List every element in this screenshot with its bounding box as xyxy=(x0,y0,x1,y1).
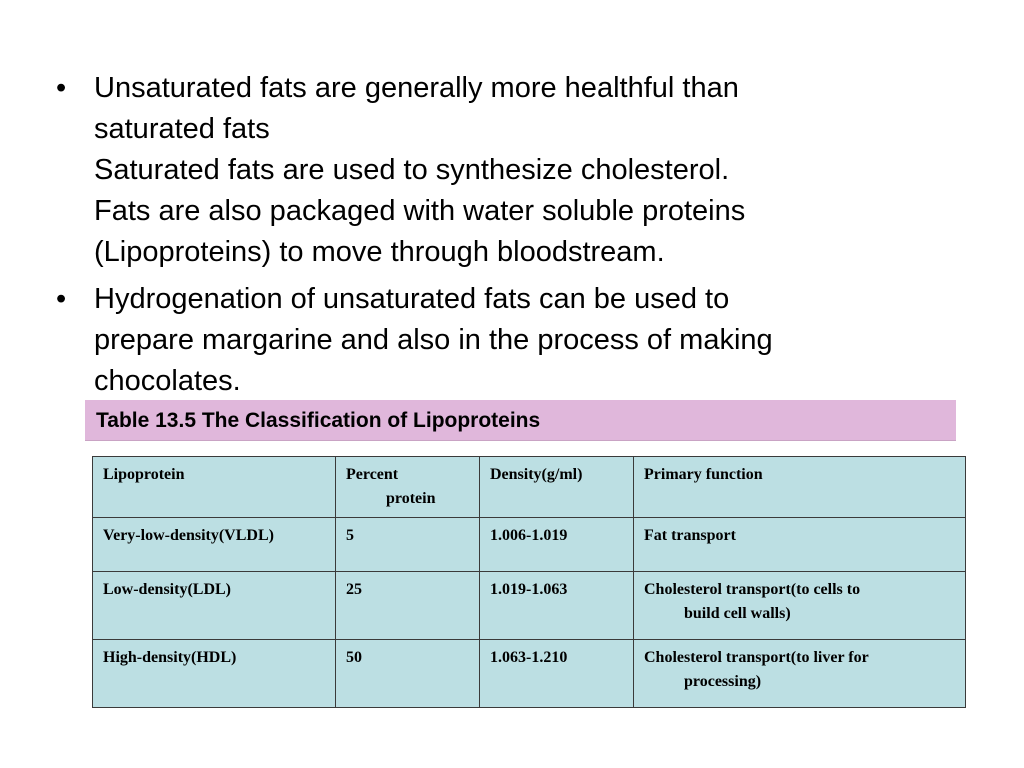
cell-percent: 25 xyxy=(336,572,480,640)
cell-function: Fat transport xyxy=(634,518,966,572)
lipoprotein-table xyxy=(92,456,966,708)
table-header-row xyxy=(93,457,966,518)
cell-function xyxy=(634,572,966,640)
table-row xyxy=(93,640,966,708)
cell-function-line1: Cholesterol transport(to cells to xyxy=(644,581,861,598)
bullet-line: prepare margarine and also in the process of making xyxy=(94,324,773,356)
table-row xyxy=(93,572,966,640)
cell-function-line1: Cholesterol transport(to liver for xyxy=(644,649,869,666)
table-caption: Table 13.5 The Classification of Lipoproteins xyxy=(85,400,956,441)
header-primary-function: Primary function xyxy=(634,457,966,518)
bullet-glyph: • xyxy=(56,72,67,104)
bullet-line: chocolates. xyxy=(94,365,241,397)
cell-density: 1.063-1.210 xyxy=(480,640,634,708)
bullet-item xyxy=(56,68,956,273)
bullet-line: Unsaturated fats are generally more healthful than xyxy=(94,72,739,104)
bullet-list xyxy=(56,68,956,408)
bullet-item xyxy=(56,279,956,402)
bullet-line: Hydrogenation of unsaturated fats can be used to xyxy=(94,283,730,315)
bullet-line: Saturated fats are used to synthesize cholesterol. xyxy=(94,154,730,186)
bullet-line: Fats are also packaged with water soluble proteins xyxy=(94,195,746,227)
cell-percent: 5 xyxy=(336,518,480,572)
cell-function-line2: build cell walls) xyxy=(684,605,791,622)
bullet-line: (Lipoproteins) to move through bloodstream. xyxy=(94,236,665,268)
cell-percent: 50 xyxy=(336,640,480,708)
header-percent-protein xyxy=(336,457,480,518)
header-lipoprotein: Lipoprotein xyxy=(93,457,336,518)
cell-lipoprotein: High-density(HDL) xyxy=(93,640,336,708)
table-row xyxy=(93,518,966,572)
cell-lipoprotein: Very-low-density(VLDL) xyxy=(93,518,336,572)
cell-density: 1.006-1.019 xyxy=(480,518,634,572)
cell-density: 1.019-1.063 xyxy=(480,572,634,640)
bullet-glyph: • xyxy=(56,283,67,315)
bullet-line: saturated fats xyxy=(94,113,270,145)
cell-function xyxy=(634,640,966,708)
header-density: Density(g/ml) xyxy=(480,457,634,518)
cell-function-line2: processing) xyxy=(684,673,762,690)
cell-lipoprotein: Low-density(LDL) xyxy=(93,572,336,640)
header-percent-line1: Percent xyxy=(346,466,399,483)
header-percent-line2: protein xyxy=(386,490,436,507)
